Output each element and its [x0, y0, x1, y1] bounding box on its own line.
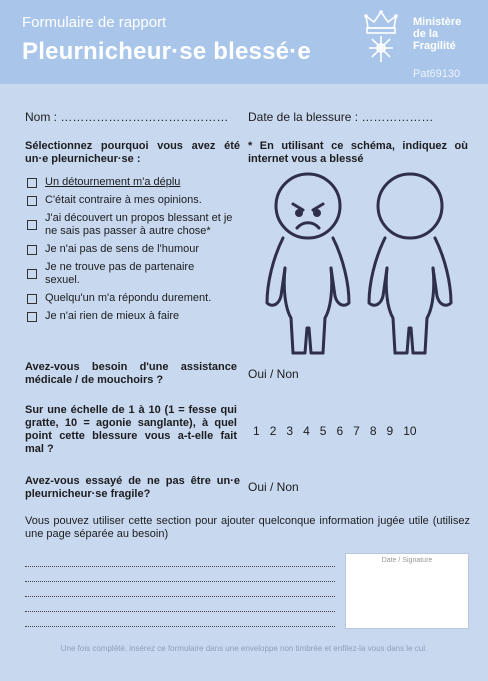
scale-option[interactable]: 3	[286, 424, 294, 438]
checkbox[interactable]	[27, 220, 37, 230]
checkbox-label: Quelqu'un m'a répondu durement.	[45, 292, 212, 304]
checklist-item[interactable]	[27, 176, 247, 189]
extra-info-line[interactable]	[25, 581, 335, 582]
signature-label: Date / Signature	[381, 557, 433, 564]
checklist-item[interactable]	[27, 194, 247, 207]
ministry-name	[413, 16, 461, 52]
body-diagram[interactable]	[255, 168, 465, 358]
form-title: Pleurnicheur·se blessé·e	[22, 38, 311, 65]
footer-note: Une fois complété, insérez ce formulaire dans une enveloppe non timbrée et enfilez-la vous dans le cul.	[60, 644, 428, 653]
extra-info-line[interactable]	[25, 611, 335, 612]
question-3-prompt: Sur une échelle de 1 à 10 (1 = fesse qui gratte, 10 = agonie sanglante), à quel point cette blessure vous a-t-elle fait mal ?	[25, 404, 237, 455]
assistance-answer[interactable]: Oui / Non	[248, 367, 299, 381]
date-field[interactable]: Date de la blessure : ………………	[248, 110, 434, 124]
checklist-item[interactable]	[27, 243, 247, 256]
scale-option[interactable]: 4	[303, 424, 310, 438]
fragile-answer[interactable]: Oui / Non	[248, 480, 299, 494]
checkbox-label: J'ai découvert un propos blessant et je ne sais pas passer à autre chose*	[45, 212, 233, 237]
checkbox[interactable]	[27, 178, 37, 188]
checkbox-label: Un détournement m'a déplu	[45, 176, 181, 188]
checklist-item[interactable]	[27, 292, 247, 305]
ministry-line-3: Fragilité	[413, 40, 456, 52]
back-view-figure-icon	[369, 174, 451, 353]
crown-snowflake-emblem-icon	[356, 6, 406, 66]
checkbox-label: Je n'ai rien de mieux à faire	[45, 310, 180, 322]
scale-option[interactable]: 8	[369, 424, 377, 438]
checkbox[interactable]	[27, 196, 37, 206]
checkbox-label: Je n'ai pas de sens de l'humour	[45, 243, 200, 255]
checkbox[interactable]	[27, 294, 37, 304]
pain-scale	[253, 424, 417, 438]
question-1-prompt: Sélectionnez pourquoi vous avez été un·e pleurnicheur·se :	[25, 140, 240, 165]
diagram-prompt: * En utilisant ce schéma, indiquez où internet vous a blessé	[248, 140, 468, 165]
ministry-line-1: Ministère	[413, 16, 462, 28]
form-header	[0, 0, 488, 84]
scale-option[interactable]: 7	[353, 424, 360, 438]
signature-box[interactable]	[345, 553, 469, 629]
extra-info-line[interactable]	[25, 566, 335, 567]
checklist-item[interactable]	[27, 212, 247, 238]
question-2-prompt: Avez-vous besoin d'une assistance médicale / de mouchoirs ?	[25, 361, 237, 386]
scale-option[interactable]: 10	[403, 424, 417, 438]
scale-option[interactable]: 5	[319, 424, 327, 438]
checkbox[interactable]	[27, 312, 37, 322]
checkbox[interactable]	[27, 269, 37, 279]
checkbox-label: C'était contraire à mes opinions.	[45, 194, 202, 206]
checkbox[interactable]	[27, 245, 37, 255]
extra-info-line[interactable]	[25, 596, 335, 597]
checkbox-label: Je ne trouve pas de partenaire sexuel.	[45, 261, 195, 286]
question-4-prompt: Avez-vous essayé de ne pas être un·e pleurnicheur·se fragile?	[25, 475, 240, 500]
extra-info-text: Vous pouvez utiliser cette section pour ajouter quelconque information jugée utile (utilisez une page séparée au besoin)	[25, 515, 470, 540]
form-reference: Pat69130	[413, 68, 461, 80]
scale-option[interactable]: 9	[386, 424, 394, 438]
ministry-line-2: de la	[413, 28, 439, 40]
extra-info-line[interactable]	[25, 626, 335, 627]
angry-face-figure-icon	[267, 174, 349, 353]
form-subtitle: Formulaire de rapport	[22, 14, 167, 31]
checklist-item[interactable]	[27, 310, 247, 323]
checklist-item[interactable]	[27, 261, 247, 287]
scale-option[interactable]: 1	[253, 424, 260, 438]
scale-option[interactable]: 6	[336, 424, 344, 438]
name-field[interactable]: Nom : ……………………………………	[25, 110, 229, 124]
scale-option[interactable]: 2	[269, 424, 277, 438]
reason-checklist	[27, 176, 247, 328]
